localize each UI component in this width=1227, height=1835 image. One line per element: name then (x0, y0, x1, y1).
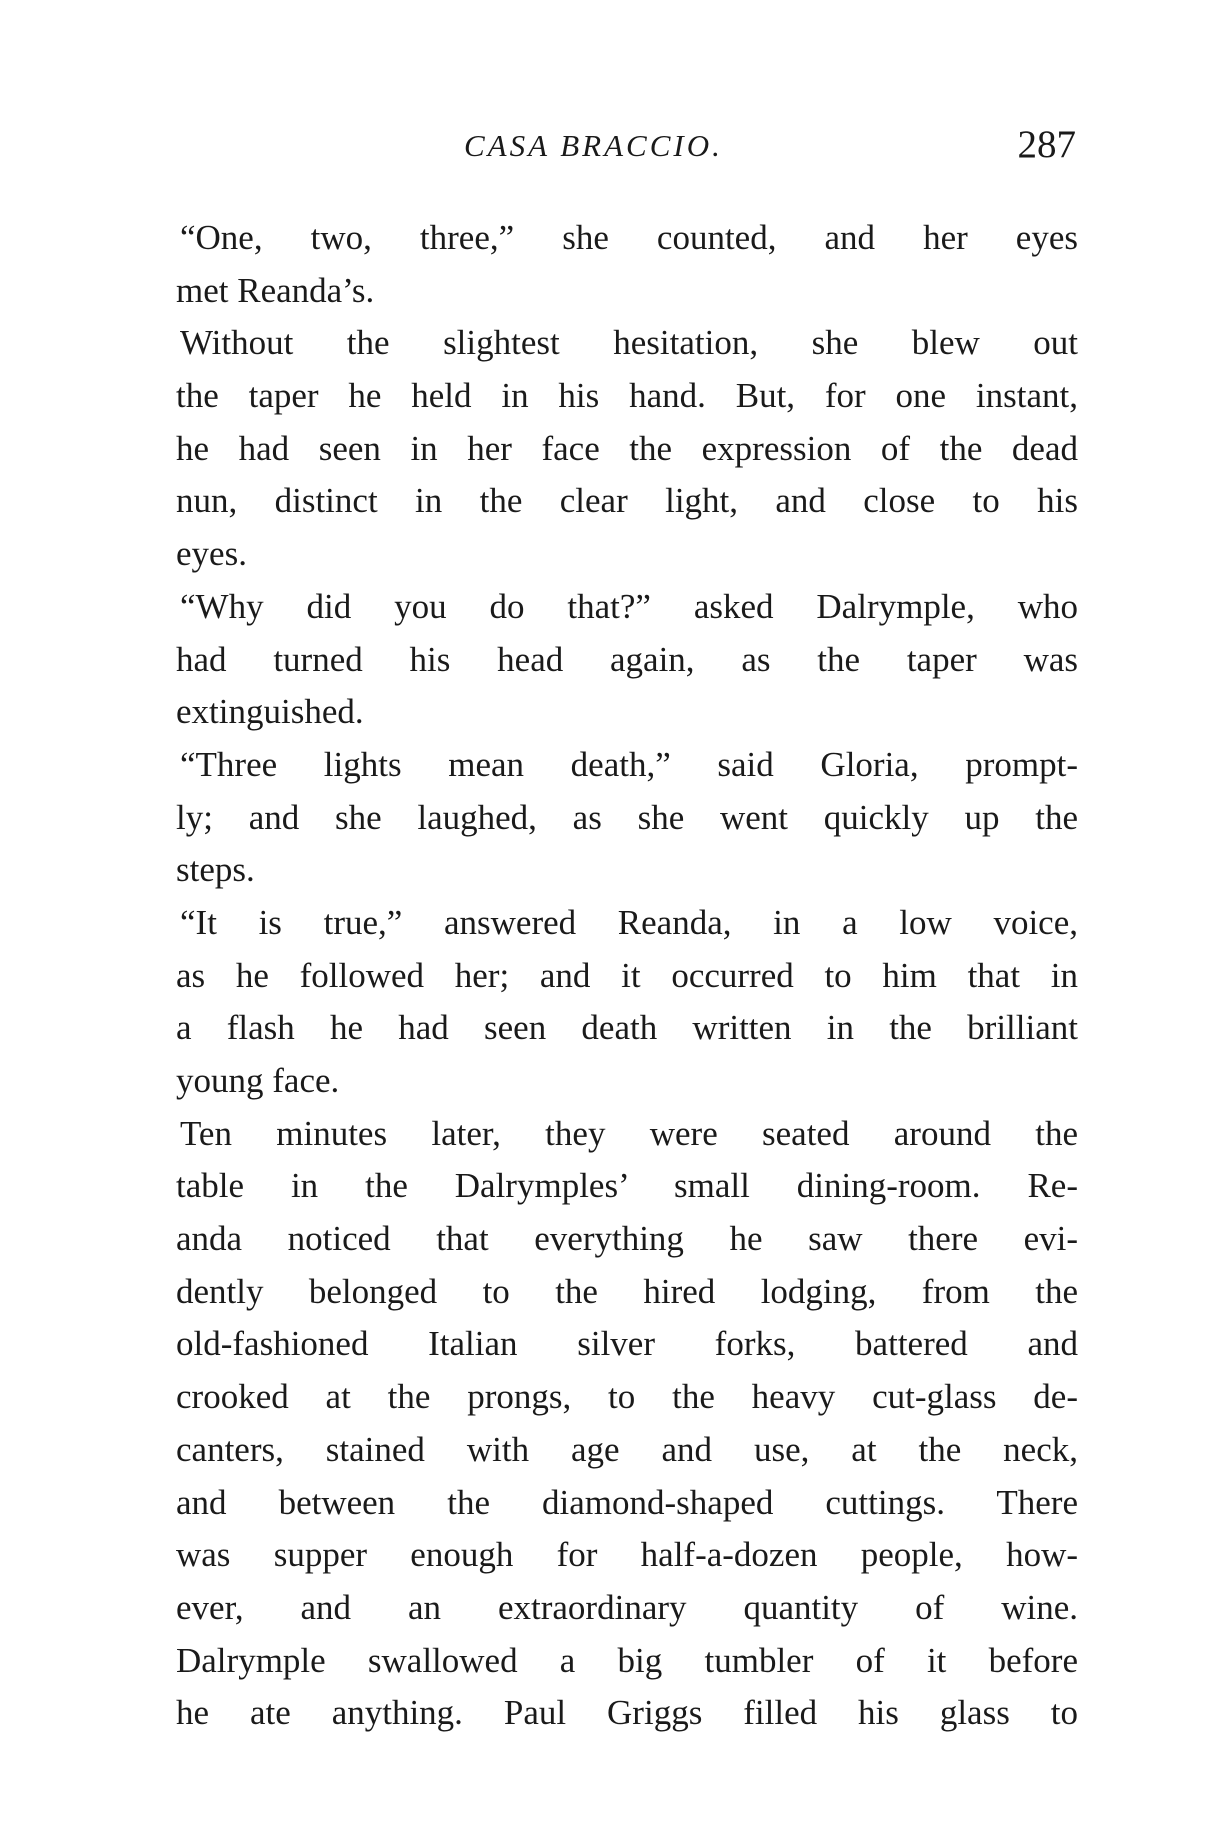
text-line: ly; and she laughed, as she went quickly up the (176, 797, 1078, 837)
text-line: a flash he had seen death written in the brilliant (176, 1008, 1078, 1048)
text-line: was supper enough for half-a-dozen people, how- (176, 1535, 1078, 1575)
text-line: he ate anything. Paul Griggs filled his glass to (176, 1693, 1078, 1733)
page-number: 287 (1017, 123, 1076, 166)
text-line: ever, and an extraordinary quantity of wine. (176, 1587, 1078, 1627)
running-title: CASA BRACCIO. (464, 128, 723, 163)
text-line: dently belonged to the hired lodging, from the (176, 1271, 1078, 1311)
text-line: extinguished. (176, 692, 364, 732)
text-line: he had seen in her face the expression of the dead (176, 428, 1078, 468)
running-head (176, 123, 1076, 178)
text-line: canters, stained with age and use, at the neck, (176, 1429, 1078, 1469)
text-line: “Three lights mean death,” said Gloria, prompt- (180, 744, 1078, 784)
text-line: old-fashioned Italian silver forks, battered and (176, 1324, 1078, 1364)
text-line: “It is true,” answered Reanda, in a low voice, (180, 902, 1078, 942)
text-line: nun, distinct in the clear light, and close to his (176, 481, 1078, 521)
text-line: Ten minutes later, they were seated around the (180, 1113, 1078, 1153)
text-line: Dalrymple swallowed a big tumbler of it before (176, 1640, 1078, 1680)
text-line: steps. (176, 850, 255, 890)
text-line: had turned his head again, as the taper was (176, 639, 1078, 679)
text-line: crooked at the prongs, to the heavy cut-glass de- (176, 1377, 1078, 1417)
text-line: young face. (176, 1061, 340, 1100)
text-line: anda noticed that everything he saw there evi- (176, 1219, 1078, 1259)
body-text (176, 212, 1078, 1740)
text-line: “Why did you do that?” asked Dalrymple, who (180, 586, 1078, 626)
text-line: “One, two, three,” she counted, and her eyes (180, 218, 1078, 257)
text-line: the taper he held in his hand. But, for one instant, (176, 376, 1078, 416)
text-line: and between the diamond-shaped cuttings. There (176, 1482, 1078, 1522)
text-line: table in the Dalrymples’ small dining-room. Re- (176, 1166, 1078, 1206)
text-line: met Reanda’s. (176, 270, 375, 310)
text-line: as he followed her; and it occurred to him that in (176, 955, 1078, 995)
text-line: eyes. (176, 534, 247, 574)
text-line: Without the slightest hesitation, she blew out (180, 323, 1078, 363)
